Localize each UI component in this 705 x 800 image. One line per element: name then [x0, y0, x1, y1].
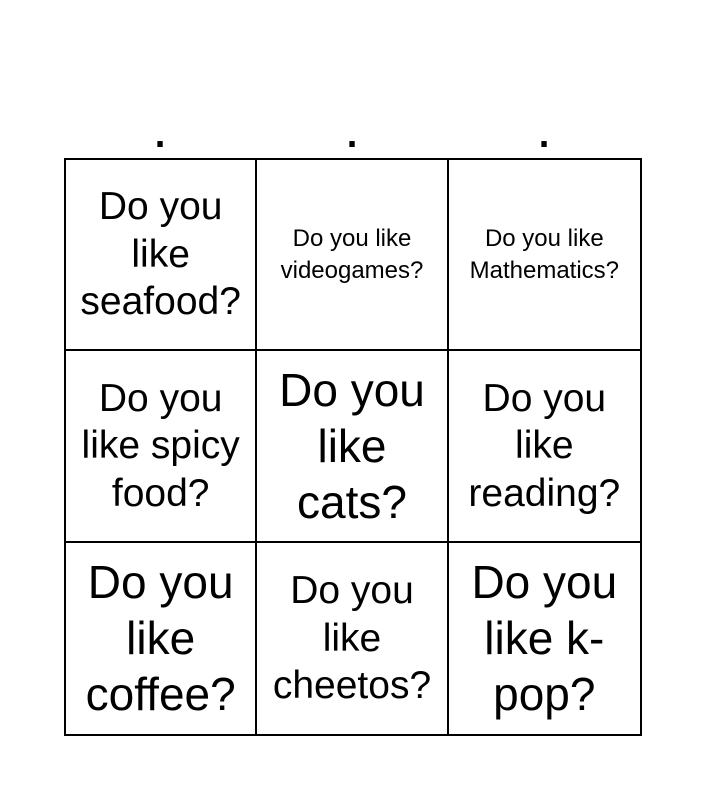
bingo-cell-coffee[interactable]: [66, 543, 257, 734]
header-letter-3: .: [536, 96, 552, 159]
bingo-cell-text: Do you like videogames?: [280, 225, 424, 284]
bingo-cell-text: Do you like reading?: [468, 376, 621, 515]
bingo-cell-videogames[interactable]: [257, 160, 448, 351]
bingo-cell-text: Do you like coffee?: [85, 556, 236, 721]
bingo-cell-text: Do you like k-pop?: [471, 556, 618, 721]
bingo-cell-text: Do you like cheetos?: [272, 568, 432, 708]
bingo-cell-mathematics[interactable]: [449, 160, 640, 351]
bingo-cell-reading[interactable]: [449, 351, 640, 542]
bingo-cell-text: Do you like seafood?: [80, 185, 241, 324]
bingo-cell-cheetos[interactable]: [257, 543, 448, 734]
bingo-cell-text: Do you like Mathematics?: [469, 225, 620, 284]
bingo-cell-seafood[interactable]: [66, 160, 257, 351]
bingo-cell-spicy-food[interactable]: [66, 351, 257, 542]
bingo-header-row: [64, 96, 642, 159]
bingo-cell-text: Do you like cats?: [279, 363, 425, 529]
header-letter-1: .: [152, 96, 168, 159]
bingo-cell-cats[interactable]: [257, 351, 448, 542]
bingo-board: [64, 158, 642, 736]
bingo-cell-kpop[interactable]: [449, 543, 640, 734]
header-letter-2: .: [344, 96, 360, 159]
bingo-cell-text: Do you like spicy food?: [81, 376, 240, 515]
